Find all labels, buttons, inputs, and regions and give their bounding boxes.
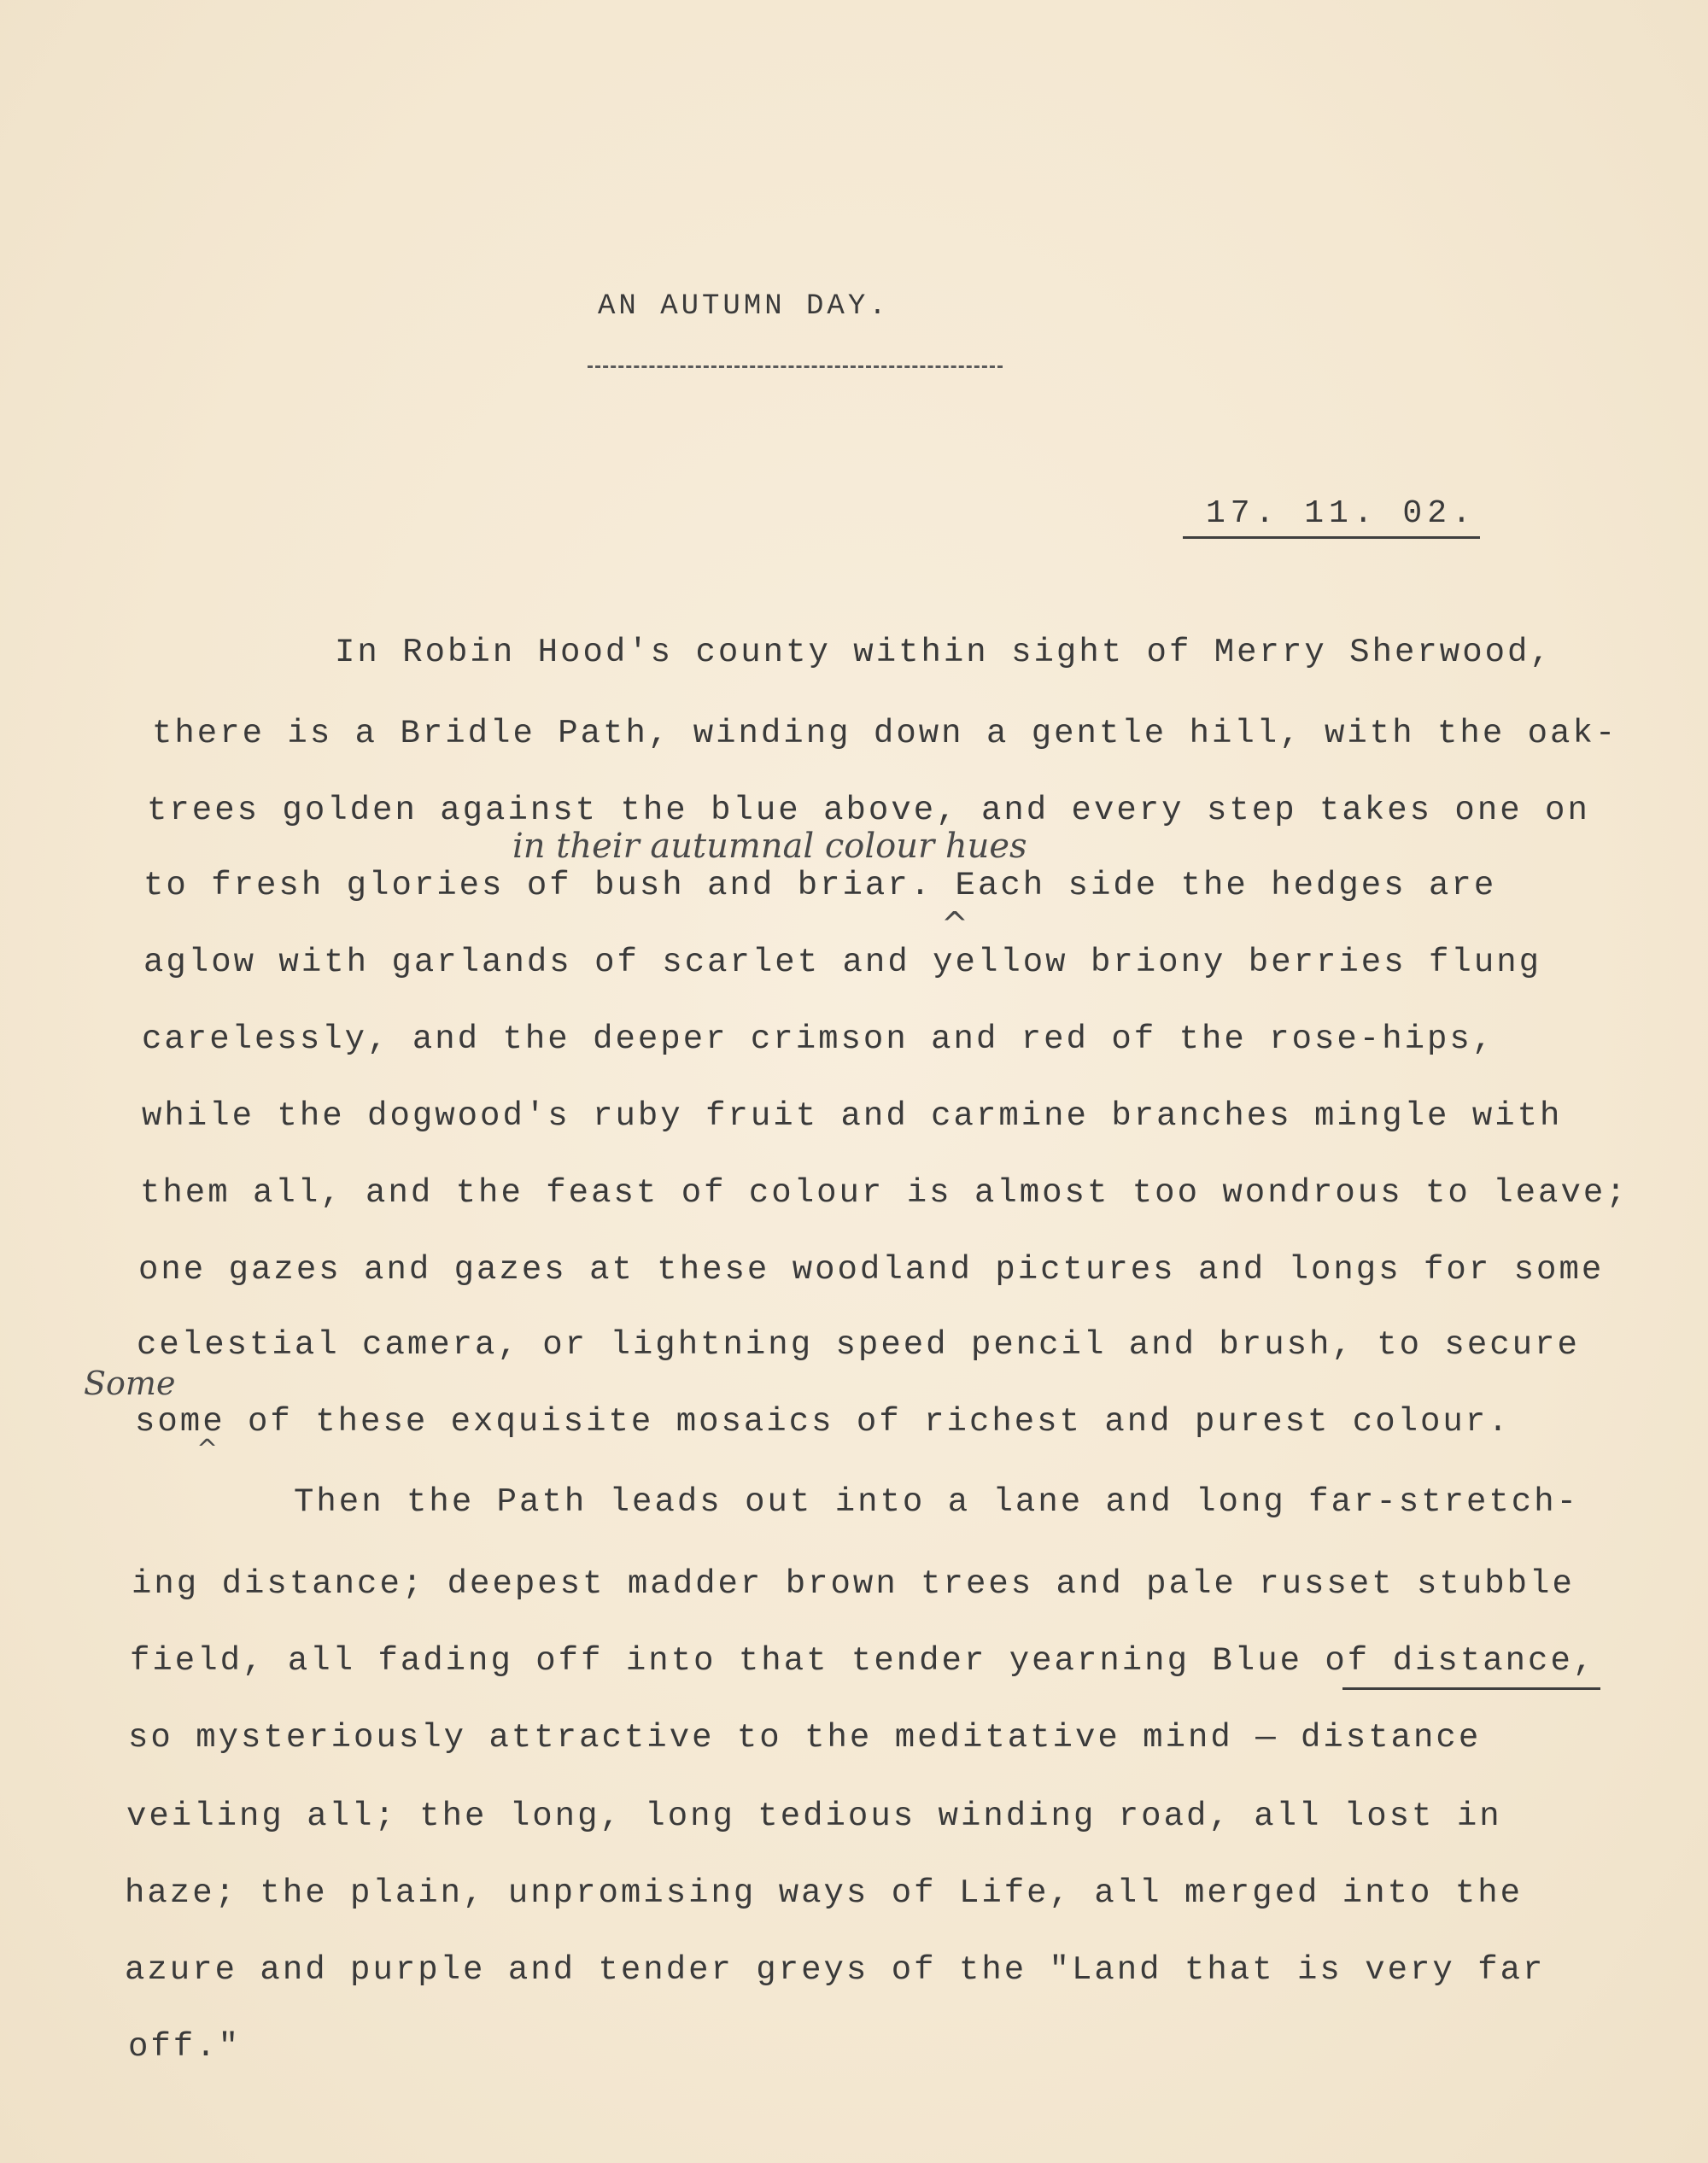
text-line: one gazes and gazes at these woodland pictures and longs for some [138, 1251, 1605, 1289]
text-line: Then the Path leads out into a lane and long far-stretch- [294, 1483, 1580, 1521]
handwritten-insertion: in their autumnal colour hues [512, 827, 1027, 866]
title-underline [588, 365, 1003, 368]
text-line: while the dogwood's ruby fruit and carmine branches mingle with [142, 1097, 1563, 1135]
distance-underline [1342, 1687, 1600, 1690]
text-line: trees golden against the blue above, and every step takes one on [147, 792, 1590, 829]
text-line: carelessly, and the deeper crimson and red of the rose-hips, [142, 1020, 1495, 1058]
text-line: so mysteriously attractive to the meditative mind — distance [128, 1719, 1482, 1757]
text-line: off." [128, 2028, 242, 2066]
text-line: veiling all; the long, long tedious winding road, all lost in [126, 1798, 1502, 1835]
text-line: some of these exquisite mosaics of richest and purest colour. [135, 1403, 1511, 1441]
text-line: to fresh glories of bush and briar. Each side the hedges are [143, 867, 1497, 904]
date-underline [1183, 536, 1480, 539]
text-line: ing distance; deepest madder brown trees and pale russet stubble [132, 1565, 1575, 1603]
document-date: 17. 11. 02. [1206, 495, 1477, 532]
document-title: AN AUTUMN DAY. [598, 290, 890, 323]
text-line: field, all fading off into that tender yearning Blue of distance, [130, 1642, 1596, 1680]
text-line: there is a Bridle Path, winding down a gentle hill, with the oak- [152, 715, 1618, 752]
handwritten-correction: Some [84, 1365, 176, 1402]
text-line: aglow with garlands of scarlet and yellow briony berries flung [143, 944, 1542, 981]
correction-caret-icon: ^ [196, 1435, 219, 1464]
text-line: celestial camera, or lightning speed pencil and brush, to secure [137, 1326, 1580, 1364]
text-line: azure and purple and tender greys of the "Land that is very far [125, 1951, 1546, 1989]
text-line: them all, and the feast of colour is almost too wondrous to leave; [140, 1174, 1629, 1212]
insertion-caret-icon: ^ [941, 905, 968, 943]
text-line: haze; the plain, unpromising ways of Life, all merged into the [125, 1874, 1524, 1912]
text-line: In Robin Hood's county within sight of Merry Sherwood, [335, 634, 1553, 671]
